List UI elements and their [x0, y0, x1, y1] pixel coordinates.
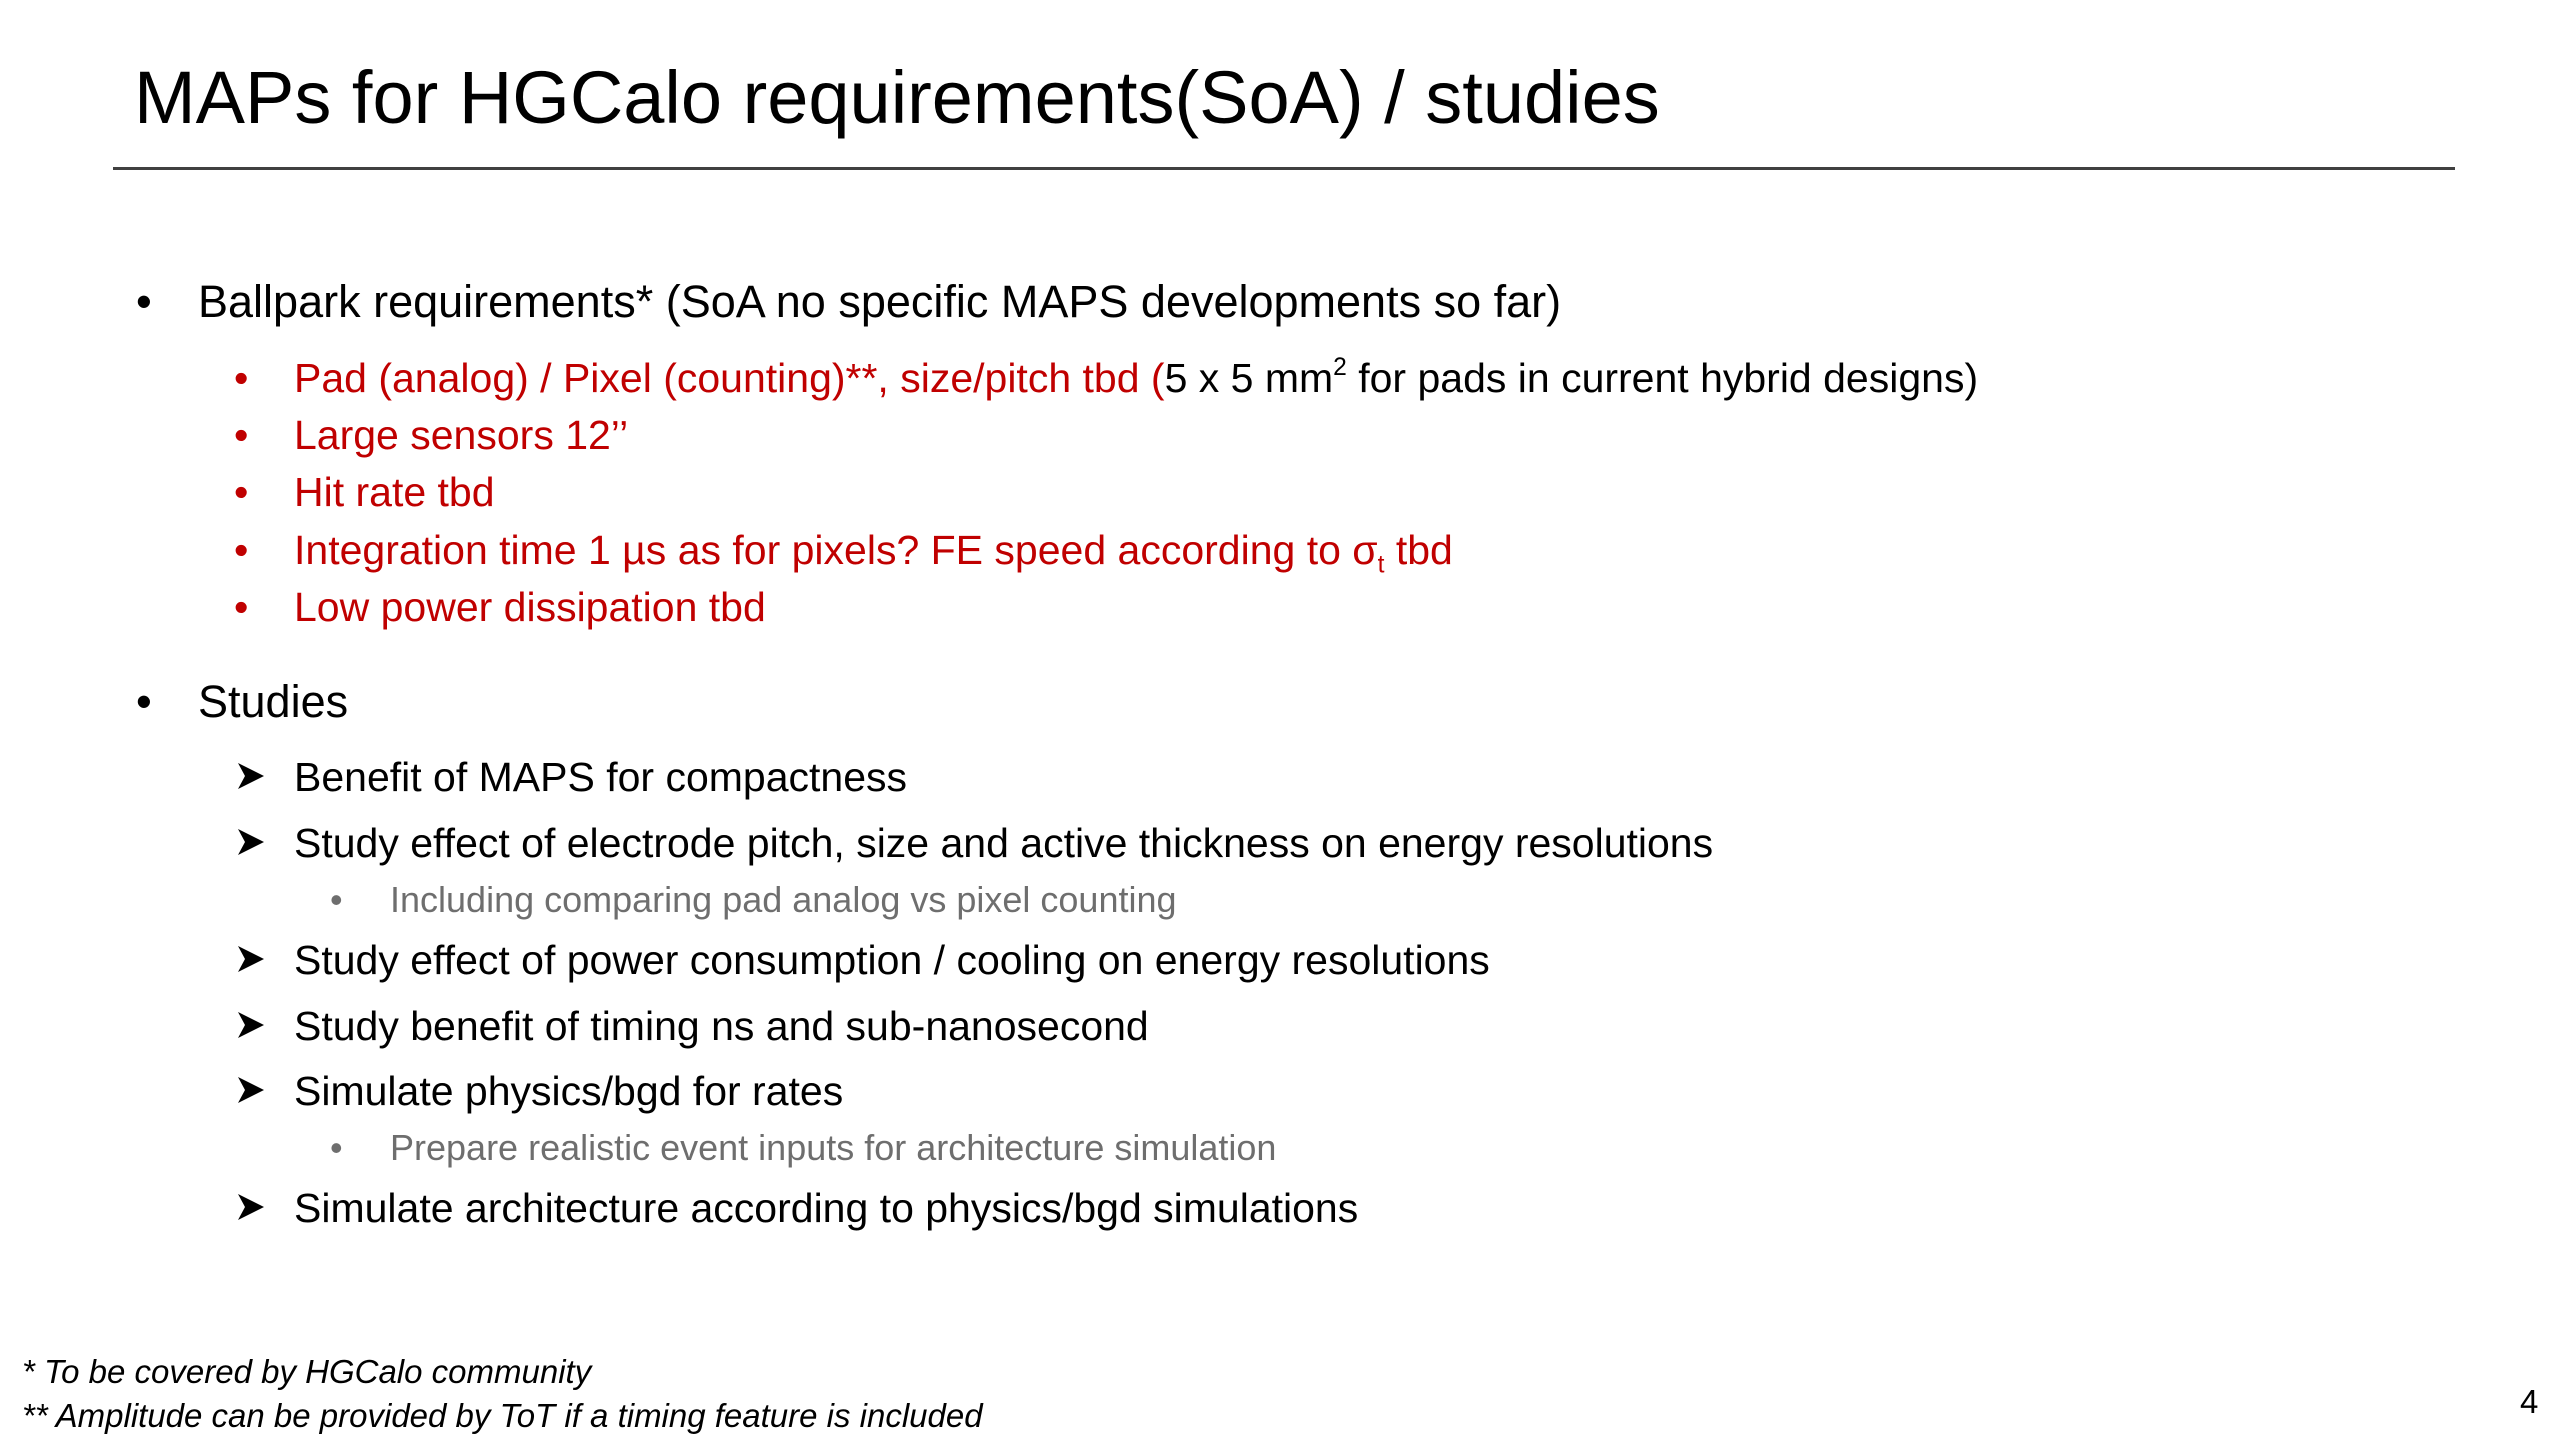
requirement-item-power: Low power dissipation tbd	[294, 584, 766, 630]
study-item-power-consumption: Study effect of power consumption / cooling on energy resolutions	[294, 937, 1490, 983]
study-item-electrode-pitch: Study effect of electrode pitch, size and active thickness on energy resolutions	[294, 820, 1714, 866]
footnote-amplitude: ** Amplitude can be provided by ToT if a timing feature is included	[22, 1397, 983, 1434]
study-item-timing: Study benefit of timing ns and sub-nanosecond	[294, 1003, 1149, 1049]
study-sub-item-event-inputs: Prepare realistic event inputs for architecture simulation	[390, 1127, 1277, 1168]
requirement-pad-size: 5 x 5 mm	[1164, 355, 1334, 401]
arrow-bullet-icon	[234, 1008, 268, 1042]
slide-title: MAPs for HGCalo requirements(SoA) / studies	[134, 56, 1660, 139]
requirement-integration-subscript: t	[1377, 551, 1385, 579]
requirement-pad-red-text: Pad (analog) / Pixel (counting)**, size/pitch tbd (	[294, 355, 1165, 401]
footnote-community: * To be covered by HGCalo community	[22, 1353, 592, 1390]
studies-heading: Studies	[198, 676, 349, 727]
requirement-item-pad	[294, 350, 1978, 406]
requirement-pad-tail: for pads in current hybrid designs)	[1346, 355, 1979, 401]
arrow-bullet-icon	[234, 759, 268, 793]
study-sub-bullet-electrode: •	[330, 879, 343, 920]
requirement-bullet-pad: •	[234, 355, 249, 401]
requirement-integration-tail: tbd	[1384, 527, 1453, 573]
arrow-bullet-icon	[234, 1190, 268, 1224]
requirement-item-sensors: Large sensors 12’’	[294, 412, 629, 458]
requirement-bullet-hitrate: •	[234, 469, 249, 515]
study-item-simulate-physics: Simulate physics/bgd for rates	[294, 1068, 844, 1114]
requirements-heading: Ballpark requirements* (SoA no specific MAPS developments so far)	[198, 276, 1562, 327]
study-item-simulate-architecture: Simulate architecture according to physics/bgd simulations	[294, 1185, 1359, 1231]
study-sub-bullet-physics: •	[330, 1127, 343, 1168]
requirement-bullet-sensors: •	[234, 412, 249, 458]
arrow-bullet-icon	[234, 1073, 268, 1107]
requirement-item-hitrate: Hit rate tbd	[294, 469, 495, 515]
requirement-item-integration	[294, 522, 1453, 578]
title-divider	[113, 167, 2455, 170]
requirement-bullet-power: •	[234, 584, 249, 630]
study-item-compactness: Benefit of MAPS for compactness	[294, 754, 907, 800]
requirements-bullet: •	[136, 276, 152, 327]
arrow-bullet-icon	[234, 942, 268, 976]
requirement-integration-text: Integration time 1 µs as for pixels? FE speed according to σ	[294, 527, 1378, 573]
arrow-bullet-icon	[234, 825, 268, 859]
page-number: 4	[2520, 1383, 2539, 1420]
study-sub-item-pad-vs-pixel: Including comparing pad analog vs pixel counting	[390, 879, 1177, 920]
requirement-pad-superscript: 2	[1333, 353, 1347, 381]
requirement-bullet-integration: •	[234, 527, 249, 573]
studies-bullet: •	[136, 676, 152, 727]
